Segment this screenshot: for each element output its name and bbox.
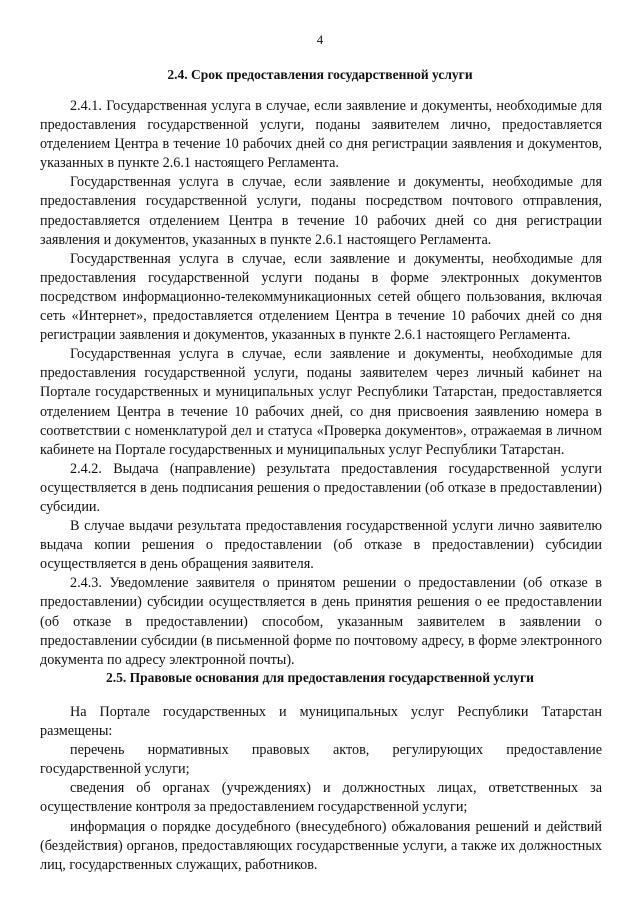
paragraph: Государственная услуга в случае, если заявление и документы, необходимые для предоставления государственной услуги, поданы посредством почтового отправления, предоставляется отделением Центра в течение 10 рабочих дней со дня регистрации заявления и документов, указанных в пункте 2.6.1 настоящего Регламента. xyxy=(40,174,602,248)
page-number: 4 xyxy=(316,32,324,47)
section-heading-2-5: 2.5. Правовые основания для предоставления государственной услуги xyxy=(106,670,534,685)
section-heading-2-4: 2.4. Срок предоставления государственной услуги xyxy=(167,67,473,82)
section-body-2-4 xyxy=(40,97,602,670)
paragraph: сведения об органах (учреждениях) и должностных лицах, ответственных за осуществление контроля за предоставлением государственной услуги; xyxy=(40,780,602,816)
paragraph: 2.4.2. Выдача (направление) результата предоставления государственной услуги осуществляется в день подписания решения о предоставлении (об отказе в предоставлении) субсидии. xyxy=(40,460,602,515)
paragraph: 2.4.1. Государственная услуга в случае, если заявление и документы, необходимые для предоставления государственной услуги, поданы заявителем лично, предоставляется отделением Центра в течение 10 рабочих дней со дня регистрации заявления и документов, указанных в пункте 2.6.1 настоящего Регламента. xyxy=(40,98,602,172)
paragraph: 2.4.3. Уведомление заявителя о принятом решении о предоставлении (об отказе в предоставлении) субсидии осуществляется в день принятия решения о ее предоставлении (об отказе в предоставлении) способом, указанным заявителем в заявлении о предоставлении субсидии (в письменной форме по почтовому адресу, в форме электронного документа по адресу электронной почты). xyxy=(40,575,602,668)
paragraph: Государственная услуга в случае, если заявление и документы, необходимые для предоставления государственной услуги, поданы заявителем через личный кабинет на Портале государственных и муниципальных услуг Республики Татарстан, предоставляется отделением Центра в течение 10 рабочих дней, со дня присвоения заявлению номера в соответствии с номенклатурой дел и статуса «Проверка документов», отражаемая в личном кабинете на Портале государственных и муниципальных услуг Республики Татарстан. xyxy=(40,346,602,458)
paragraph: информация о порядке досудебного (внесудебного) обжалования решений и действий (бездействия) органов, предоставляющих государственные услуги, а также их должностных лиц, государственных служащих, работников. xyxy=(40,818,602,873)
paragraph: перечень нормативных правовых актов, регулирующих предоставление государственной услуги; xyxy=(40,742,602,778)
paragraph: На Портале государственных и муниципальных услуг Республики Татарстан размещены: xyxy=(40,704,602,740)
paragraph: В случае выдачи результата предоставления государственной услуги лично заявителю выдача копии решения о предоставлении (об отказе в предоставлении) субсидии осуществляется в день обращения заявителя. xyxy=(40,518,602,573)
section-body-2-5 xyxy=(40,703,602,875)
paragraph: Государственная услуга в случае, если заявление и документы, необходимые для предоставления государственной услуги поданы в форме электронных документов посредством информационно-телекоммуникационных сетей общего пользования, включая сеть «Интернет», предоставляется отделением Центра в течение 10 рабочих дней со дня регистрации заявления и документов, указанных в пункте 2.6.1 настоящего Регламента. xyxy=(40,250,602,344)
